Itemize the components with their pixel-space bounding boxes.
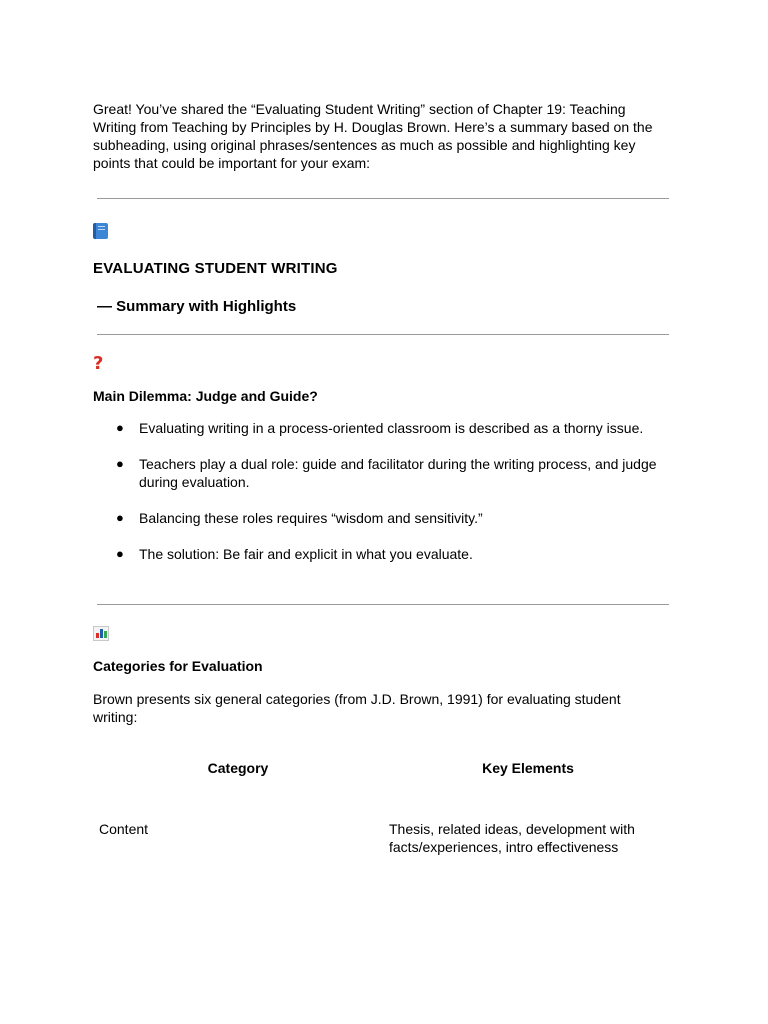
- document-subtitle: — Summary with Highlights: [97, 298, 297, 315]
- bullet-icon: ●: [116, 420, 124, 435]
- list-item: [93, 509, 673, 527]
- section-heading-dilemma: Main Dilemma: Judge and Guide?: [93, 388, 318, 404]
- bullet-icon: ●: [116, 546, 124, 561]
- list-item-text: The solution: Be fair and explicit in what you evaluate.: [139, 546, 473, 562]
- categories-intro: Brown presents six general categories (from J.D. Brown, 1991) for evaluating student writing:: [93, 691, 621, 725]
- list-item: [93, 455, 673, 491]
- intro-text: Great! You’ve shared the “Evaluating Student Writing” section of Chapter 19: Teaching Writing from Teaching by Principles by H. Douglas Brown. Here’s a summary based on the subheading, using original phrases/sentences as much as possible and highlighting key points that could be important for your exam:: [93, 101, 653, 171]
- bar-chart-icon-wrap: [93, 626, 109, 646]
- divider: [97, 604, 669, 605]
- table-header-category: Category: [207, 760, 269, 776]
- table-cell: Thesis, related ideas, development with facts/experiences, intro effectiveness: [389, 821, 635, 855]
- question-icon-wrap: [93, 354, 103, 374]
- divider: [97, 198, 669, 199]
- table-cell: Content: [99, 821, 149, 837]
- table-header-key-elements: Key Elements: [482, 760, 574, 776]
- document-title: EVALUATING STUDENT WRITING: [93, 260, 338, 277]
- list-item: [93, 419, 673, 437]
- bullet-icon: ●: [116, 456, 124, 471]
- question-icon: ?: [93, 353, 104, 374]
- dilemma-bullet-list: [93, 419, 673, 581]
- book-icon-wrap: [93, 223, 108, 244]
- list-item-text: Teachers play a dual role: guide and facilitator during the writing process, and judge during evaluation.: [139, 456, 657, 490]
- list-item: [93, 545, 673, 563]
- book-icon: [93, 223, 108, 239]
- list-item-text: Balancing these roles requires “wisdom and sensitivity.”: [139, 510, 483, 526]
- bar-chart-icon: [93, 626, 109, 641]
- section-heading-categories: Categories for Evaluation: [93, 658, 263, 674]
- divider: [97, 334, 669, 335]
- intro-block: [93, 100, 673, 172]
- bullet-icon: ●: [116, 510, 124, 525]
- list-item-text: Evaluating writing in a process-oriented classroom is described as a thorny issue.: [139, 420, 644, 436]
